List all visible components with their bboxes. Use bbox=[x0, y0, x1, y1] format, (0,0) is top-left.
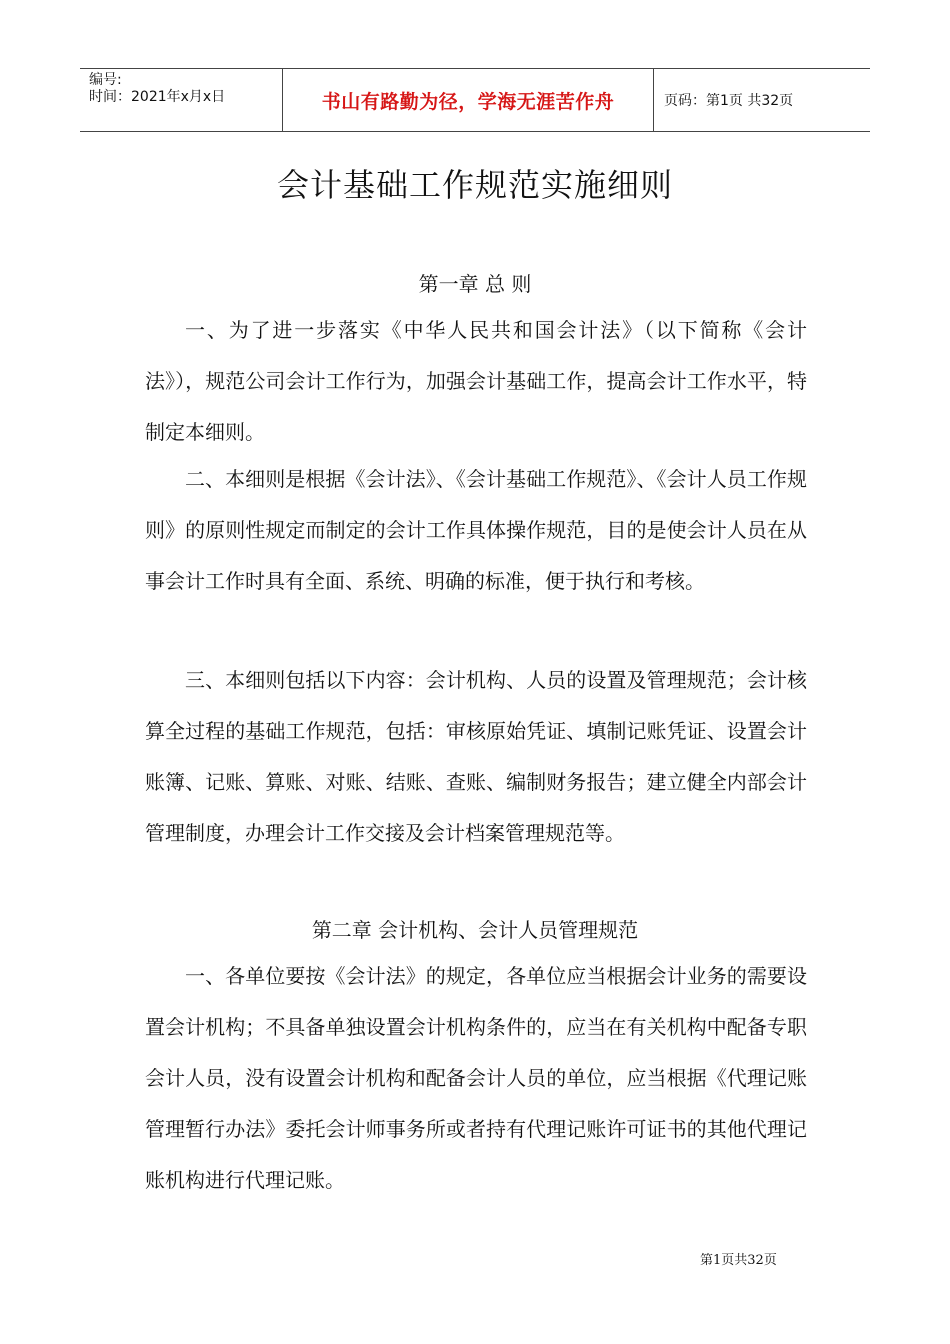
page-header bbox=[80, 68, 870, 132]
paragraph: 二、本细则是根据《会计法》、《会计基础工作规范》、《会计人员工作规则》的原则性规定而制定的会计工作具体操作规范，目的是使会计人员在从事会计工作时具有全面、系统、明确的标准，便于执行和考核。 bbox=[145, 467, 807, 593]
chapter-2-heading: 第二章 会计机构、会计人员管理规范 bbox=[311, 918, 639, 942]
motto: 书山有路勤为径，学海无涯苦作舟 bbox=[282, 69, 654, 131]
page-footer: 第1页共32页 bbox=[700, 1253, 777, 1268]
paragraph: 一、为了进一步落实《中华人民共和国会计法》（以下简称《会计法》），规范公司会计工作行为，加强会计基础工作，提高会计工作水平，特制定本细则。 bbox=[145, 318, 807, 444]
document-title: 会计基础工作规范实施细则 bbox=[276, 166, 673, 204]
paragraph: 一、各单位要按《会计法》的规定，各单位应当根据会计业务的需要设置会计机构；不具备单独设置会计机构条件的，应当在有关机构中配备专职会计人员，没有设置会计机构和配备会计人员的单位，应当根据《代理记账管理暂行办法》委托会计师事务所或者持有代理记账许可证书的其他代理记账机构进行代理记账。 bbox=[145, 964, 807, 1192]
paragraph: 三、本细则包括以下内容：会计机构、人员的设置及管理规范；会计核算全过程的基础工作规范，包括：审核原始凭证、填制记账凭证、设置会计账簿、记账、算账、对账、结账、查账、编制财务报告；建立健全内部会计管理制度，办理会计工作交接及会计档案管理规范等。 bbox=[145, 668, 807, 845]
chapter-1-heading: 第一章 总 则 bbox=[418, 272, 532, 296]
page-info: 页码：第1页 共32页 bbox=[664, 93, 794, 109]
time-label: 时间：2021年x月x日 bbox=[89, 89, 226, 105]
number-label: 编号: bbox=[89, 72, 122, 88]
document-meta bbox=[80, 69, 282, 131]
